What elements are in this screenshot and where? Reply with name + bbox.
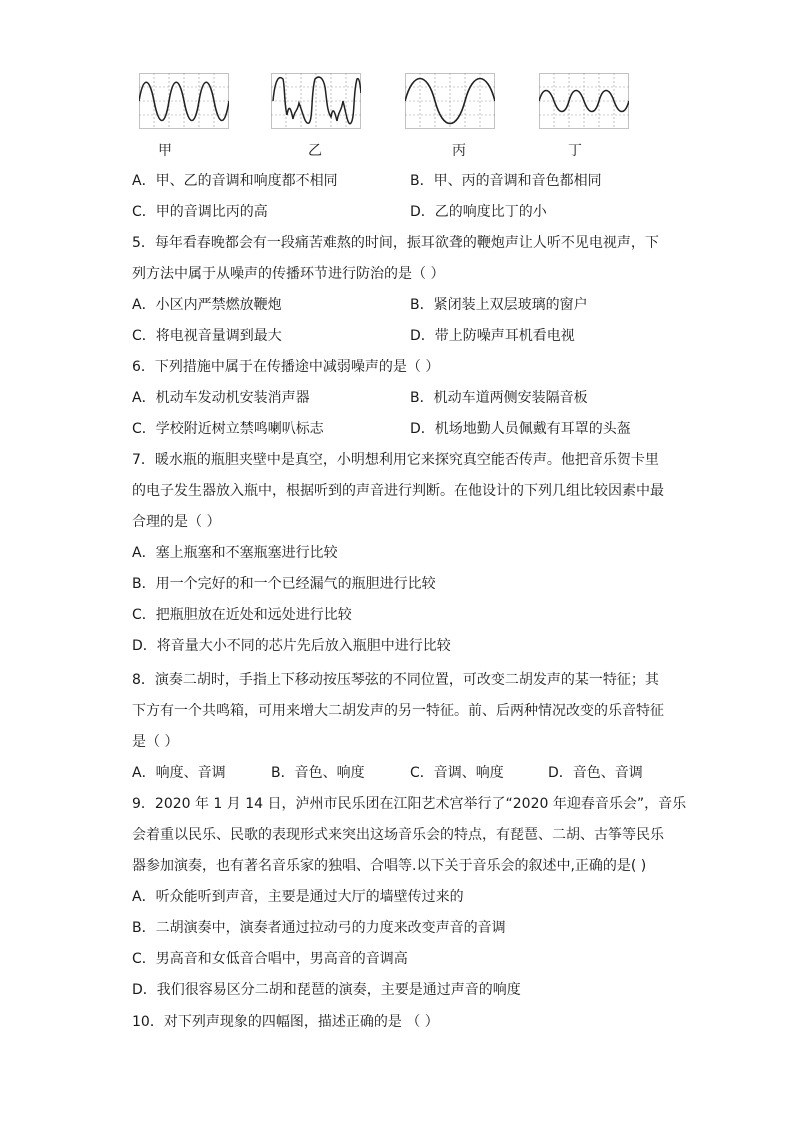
q5-option-d: D．带上防噪声耳机看电视 [410, 328, 575, 344]
q5-option-a: A．小区内严禁燃放鞭炮 [132, 297, 282, 313]
figure-label-bing: 丙 [452, 143, 466, 159]
q7-stem-line3: 合理的是（ ） [132, 514, 221, 530]
q6-stem: 6．下列措施中属于在传播途中减弱噪声的是（ ） [132, 359, 440, 375]
q8-option-d: D．音色、音调 [548, 765, 643, 781]
q5-option-c: C．将电视音量调到最大 [132, 328, 282, 344]
q6-option-a: A．机动车发动机安装消声器 [132, 390, 310, 406]
q7-stem-line1: 7．暖水瓶的瓶胆夹壁中是真空，小明想利用它来探究真空能否传声。他把音乐贺卡里 [132, 452, 659, 468]
figure-label-yi: 乙 [308, 143, 322, 159]
q6-option-b: B．机动车道两侧安装隔音板 [410, 390, 588, 406]
q9-option-b: B．二胡演奏中，演奏者通过拉动弓的力度来改变声音的音调 [132, 920, 506, 936]
q5-option-b: B．紧闭装上双层玻璃的窗户 [410, 297, 588, 313]
waveform-bing [405, 73, 495, 129]
q4-option-a: A．甲、乙的音调和响度都不相同 [132, 173, 338, 189]
q8-stem-line3: 是（ ） [132, 734, 179, 750]
q9-stem-line3: 器参加演奏，也有著名音乐家的独唱、合唱等.以下关于音乐会的叙述中,正确的是( ) [132, 858, 647, 874]
waveform-jia [139, 73, 229, 129]
q8-stem-line1: 8．演奏二胡时，手指上下移动按压琴弦的不同位置，可改变二胡发声的某一特征；其 [132, 672, 659, 688]
q9-stem-line1: 9．2020 年 1 月 14 日，泸州市民乐团在江阳艺术宫举行了“2020 年迎春音乐会”，音乐 [132, 796, 687, 812]
q7-option-c: C．把瓶胆放在近处和远处进行比较 [132, 607, 352, 623]
q9-option-a: A．听众能听到声音，主要是通过大厅的墙壁传过来的 [132, 889, 464, 905]
q7-stem-line2: 的电子发生器放入瓶中，根据听到的声音进行判断。在他设计的下列几组比较因素中最 [132, 483, 664, 499]
q9-stem-line2: 会着重以民乐、民歌的表现形式来突出这场音乐会的特点，有琵琶、二胡、古筝等民乐 [132, 827, 664, 843]
q7-option-a: A．塞上瓶塞和不塞瓶塞进行比较 [132, 545, 338, 561]
q8-option-a: A．响度、音调 [132, 765, 226, 781]
q8-option-c: C．音调、响度 [410, 765, 504, 781]
q8-stem-line2: 下方有一个共鸣箱，可用来增大二胡发声的另一特征。前、后两种情况改变的乐音特征 [132, 703, 664, 719]
q4-option-b: B．甲、丙的音调和音色都相同 [410, 173, 602, 189]
waveform-figures [0, 0, 794, 170]
q10-stem: 10．对下列声现象的四幅图，描述正确的是 （ ） [132, 1014, 439, 1030]
figure-label-ding: 丁 [568, 143, 582, 159]
q7-option-b: B．用一个完好的和一个已经漏气的瓶胆进行比较 [132, 576, 436, 592]
q5-stem-line2: 列方法中属于从噪声的传播环节进行防治的是（ ） [132, 266, 445, 282]
q8-option-b: B．音色、响度 [271, 765, 365, 781]
q4-option-d: D．乙的响度比丁的小 [410, 204, 547, 220]
waveform-yi [271, 73, 361, 129]
q6-option-d: D．机场地勤人员佩戴有耳罩的头盔 [410, 421, 631, 437]
q4-option-c: C．甲的音调比丙的高 [132, 204, 268, 220]
q5-stem-line1: 5．每年看春晚都会有一段痛苦难熬的时间，振耳欲聋的鞭炮声让人听不见电视声，下 [132, 235, 659, 251]
q9-option-d: D．我们很容易区分二胡和琵琶的演奏，主要是通过声音的响度 [132, 982, 521, 998]
waveform-ding [539, 73, 629, 129]
q6-option-c: C．学校附近树立禁鸣喇叭标志 [132, 421, 324, 437]
q9-option-c: C．男高音和女低音合唱中，男高音的音调高 [132, 951, 408, 967]
figure-label-jia: 甲 [158, 143, 172, 159]
q7-option-d: D．将音量大小不同的芯片先后放入瓶胆中进行比较 [132, 638, 451, 654]
